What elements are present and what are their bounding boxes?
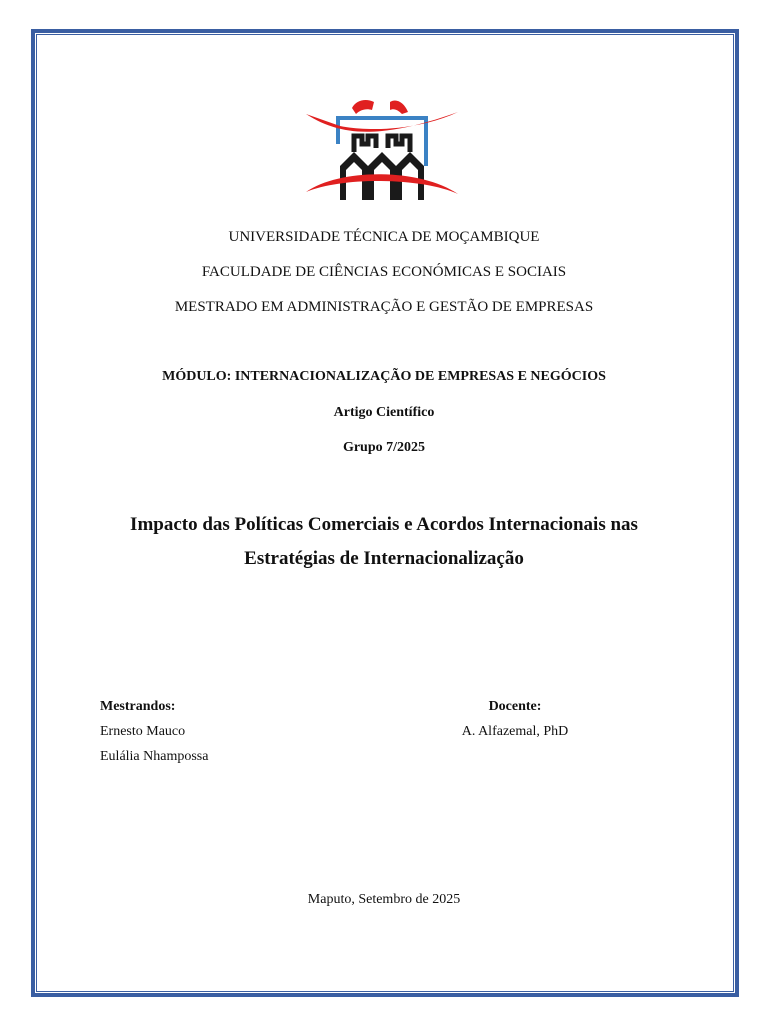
faculty-name: FACULDADE DE CIÊNCIAS ECONÓMICAS E SOCIAIS [201, 264, 567, 280]
article-title-line-2: Estratégias de Internacionalização [244, 548, 524, 569]
group-number: Grupo 7/2025 [342, 440, 426, 455]
lecturer-name: A. Alfazemal, PhD [461, 724, 569, 739]
article-title-line-1: Impacto das Políticas Comerciais e Acordos Internacionais nas [130, 514, 638, 535]
lecturer-heading: Docente: [488, 699, 542, 714]
document-type: Artigo Científico [333, 405, 435, 420]
place-date: Maputo, Setembro de 2025 [307, 892, 461, 907]
module-line: MÓDULO: INTERNACIONALIZAÇÃO DE EMPRESAS E NEGÓCIOS [162, 369, 606, 384]
students-heading: Mestrandos: [100, 699, 176, 714]
student-name: Ernesto Mauco [100, 724, 186, 739]
program-name: MESTRADO EM ADMINISTRAÇÃO E GESTÃO DE EMPRESAS [174, 299, 594, 315]
lecturer-block [440, 694, 590, 744]
student-name: Eulália Nhampossa [100, 749, 209, 764]
students-block [100, 694, 208, 769]
university-name: UNIVERSIDADE TÉCNICA DE MOÇAMBIQUE [228, 229, 540, 245]
university-emblem-icon [300, 96, 464, 206]
